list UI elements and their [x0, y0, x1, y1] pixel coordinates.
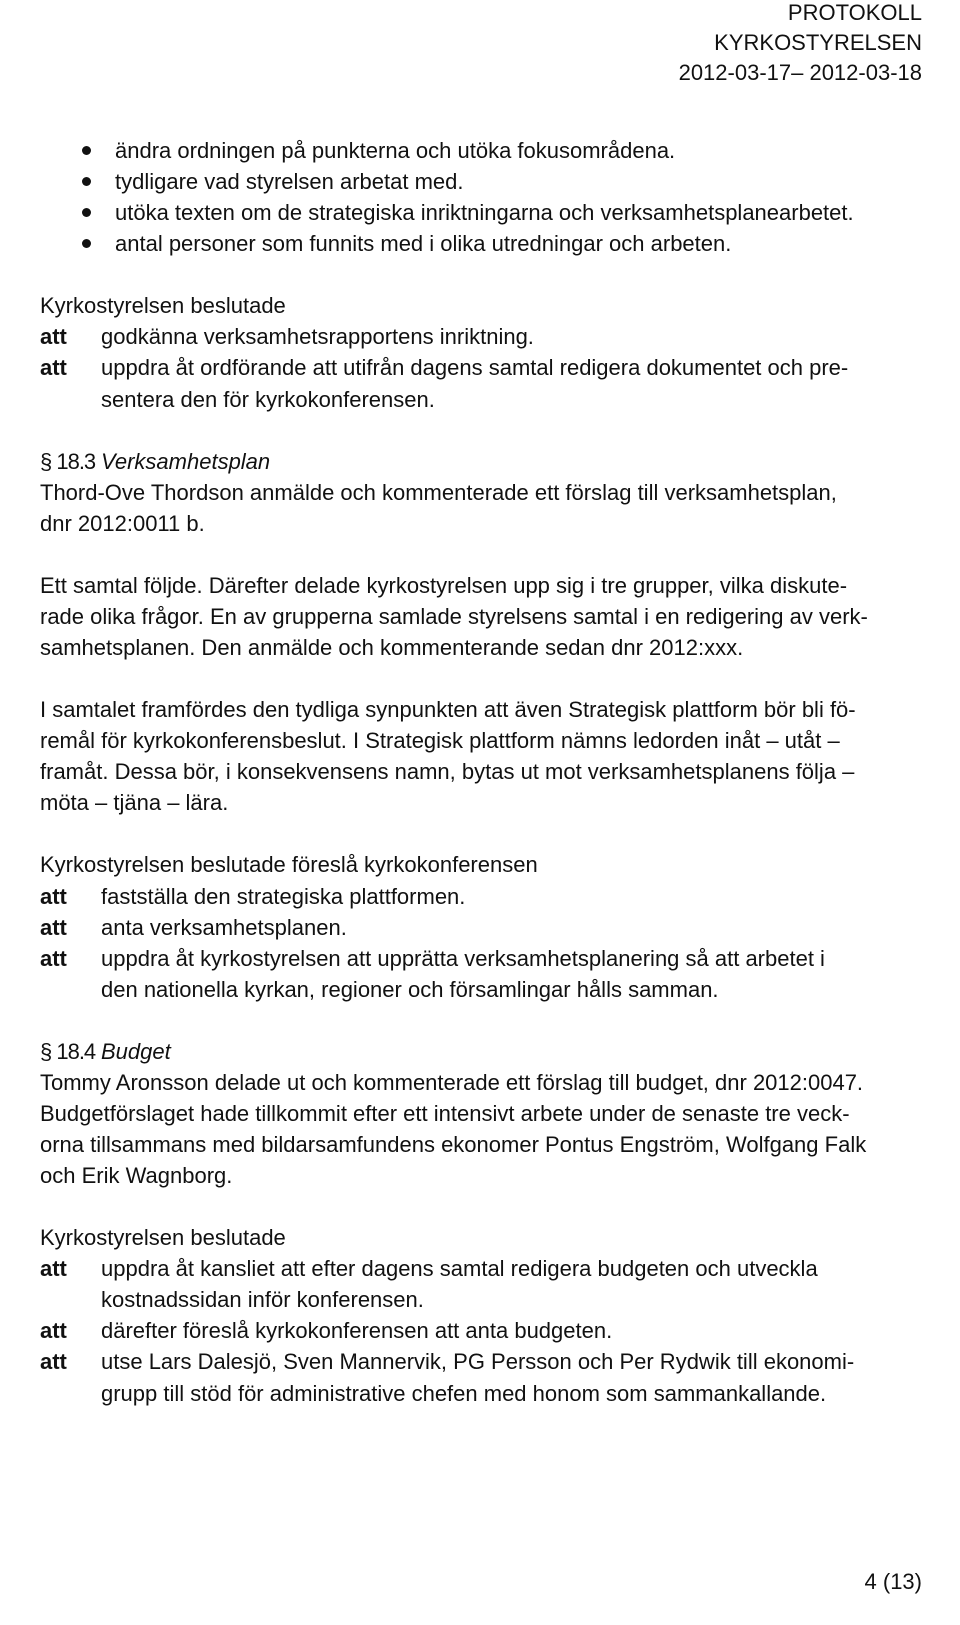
decision-heading: Kyrkostyrelsen beslutade	[40, 1225, 286, 1251]
bullet-icon	[82, 146, 91, 155]
bullet-item	[0, 135, 960, 166]
decision-item	[0, 1253, 960, 1284]
document-type: PROTOKOLL	[787, 0, 922, 25]
paragraph-line: Tommy Aronsson delade ut och kommenterade ett förslag till budget, dnr 2012:0047.	[40, 1069, 864, 1095]
paragraph-line: samhetsplanen. Den anmälde och kommenterande sedan dnr 2012:xxx.	[40, 635, 744, 660]
paragraph-line: orna tillsammans med bildarsamfundens ekonomer Pontus Engström, Wolfgang Falk	[40, 1132, 867, 1157]
decision-continuation: kostnadssidan inför konferensen.	[101, 1287, 424, 1313]
decision-heading: Kyrkostyrelsen beslutade	[40, 293, 286, 319]
blank-line	[0, 818, 960, 849]
paragraph-line: Ett samtal följde. Därefter delade kyrkostyrelsen upp sig i tre grupper, vilka diskute-	[40, 572, 848, 598]
paragraph-line: remål för kyrkokonferensbeslut. I Strategisk plattform nämns ledorden inåt – utåt –	[40, 728, 840, 754]
blank-line	[0, 415, 960, 446]
decision-block	[0, 290, 960, 414]
decision-item	[0, 321, 960, 352]
bullet-item	[0, 166, 960, 197]
decision-continuation: grupp till stöd för administrative chefen med honom som sammankallande.	[101, 1380, 827, 1406]
att-marker: att	[40, 883, 67, 909]
decision-item	[0, 912, 960, 943]
blank-line	[0, 539, 960, 570]
bullet-item	[0, 197, 960, 228]
section-number: § 18.3	[40, 448, 96, 474]
att-marker: att	[40, 1318, 67, 1344]
bullet-icon	[82, 239, 91, 248]
paragraph-line: rade olika frågor. En av grupperna samlade styrelsens samtal i en redigering av verk-	[40, 603, 868, 629]
page-footer	[865, 1566, 922, 1597]
decision-text: anta verksamhetsplanen.	[101, 914, 347, 940]
blank-line	[0, 1191, 960, 1222]
decision-text: utse Lars Dalesjö, Sven Mannervik, PG Persson och Per Rydwik till ekonomi-	[101, 1349, 855, 1375]
att-marker: att	[40, 914, 67, 940]
bullet-icon	[82, 208, 91, 217]
section-title: Budget	[101, 1038, 171, 1064]
att-marker: att	[40, 355, 67, 381]
section-18-3	[0, 446, 960, 1005]
att-marker: att	[40, 945, 67, 971]
decision-text: godkänna verksamhetsrapportens inriktning.	[101, 324, 534, 350]
decision-text: uppdra åt kansliet att efter dagens samtal redigera budgeten och utveckla	[101, 1256, 818, 1282]
bullet-item	[0, 228, 960, 259]
organization-name: KYRKOSTYRELSEN	[714, 30, 922, 55]
section-18-4	[0, 1036, 960, 1409]
bullet-icon	[82, 177, 91, 186]
section-heading	[0, 446, 960, 477]
paragraph-line: möta – tjäna – lära.	[40, 790, 229, 816]
att-marker: att	[40, 1349, 67, 1375]
decision-text: därefter föreslå kyrkokonferensen att anta budgeten.	[101, 1318, 613, 1344]
att-marker: att	[40, 1256, 67, 1282]
paragraph-line: och Erik Wagnborg.	[40, 1163, 233, 1189]
bullet-text: tydligare vad styrelsen arbetat med.	[115, 169, 464, 195]
meeting-dates: 2012-03-17– 2012-03-18	[678, 60, 922, 85]
decision-item	[0, 943, 960, 974]
page-number: 4 (13)	[864, 1569, 922, 1594]
decision-item	[0, 881, 960, 912]
bullet-list	[0, 135, 960, 259]
decision-text: fastställa den strategiska plattformen.	[101, 883, 466, 909]
bullet-text: utöka texten om de strategiska inriktningarna och verksamhetsplanearbetet.	[115, 200, 854, 226]
decision-heading: Kyrkostyrelsen beslutade föreslå kyrkokonferensen	[40, 852, 538, 878]
decision-item	[0, 1346, 960, 1377]
blank-line	[0, 259, 960, 290]
decision-item	[0, 1315, 960, 1346]
blank-line	[0, 1005, 960, 1036]
bullet-text: ändra ordningen på punkterna och utöka fokusområdena.	[115, 138, 676, 163]
decision-text: uppdra åt kyrkostyrelsen att upprätta verksamhetsplanering så att arbetet i	[101, 945, 825, 971]
section-heading	[0, 1036, 960, 1067]
bullet-text: antal personer som funnits med i olika utredningar och arbeten.	[115, 231, 732, 257]
page-header	[679, 0, 922, 88]
decision-continuation: sentera den för kyrkokonferensen.	[101, 386, 435, 412]
blank-line	[0, 663, 960, 694]
decision-continuation: den nationella kyrkan, regioner och församlingar hålls samman.	[101, 976, 719, 1002]
att-marker: att	[40, 324, 67, 350]
decision-text: uppdra åt ordförande att utifrån dagens samtal redigera dokumentet och pre-	[101, 355, 849, 381]
section-number: § 18.4	[40, 1038, 96, 1064]
paragraph-line: Thord-Ove Thordson anmälde och kommenterade ett förslag till verksamhetsplan,	[40, 479, 837, 505]
paragraph-line: Budgetförslaget hade tillkommit efter ett intensivt arbete under de senaste tre veck-	[40, 1100, 850, 1126]
decision-item	[0, 352, 960, 383]
paragraph-line: I samtalet framfördes den tydliga synpunkten att även Strategisk plattform bör bli fö-	[40, 697, 856, 723]
paragraph-line: framåt. Dessa bör, i konsekvensens namn, bytas ut mot verksamhetsplanens följa –	[40, 759, 855, 785]
document-body	[0, 135, 960, 1409]
section-title: Verksamhetsplan	[101, 448, 271, 474]
paragraph-line: dnr 2012:0011 b.	[40, 510, 205, 536]
